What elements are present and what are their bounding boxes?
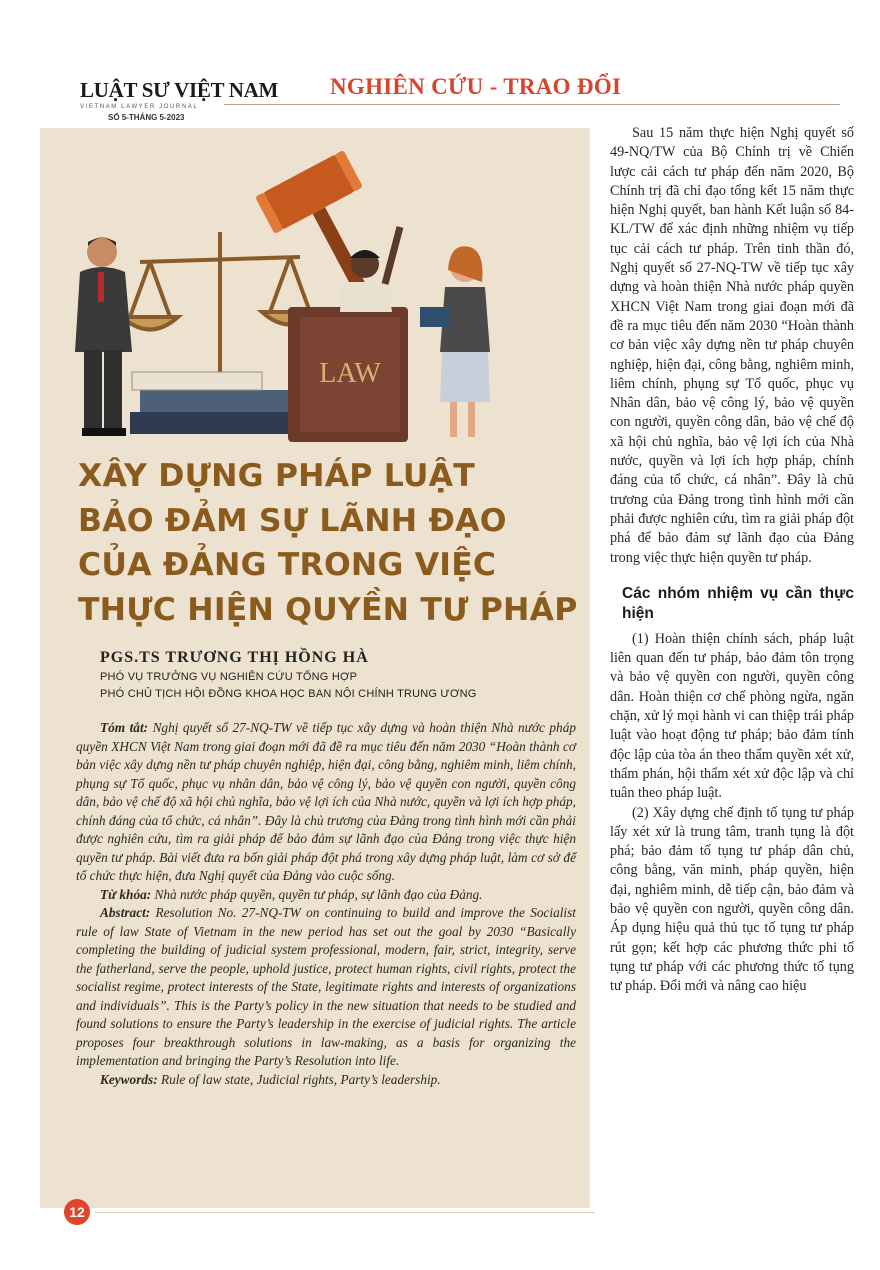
summary-paragraph [76, 719, 576, 886]
author-affiliation-2: PHÓ CHỦ TỊCH HỘI ĐỒNG KHOA HỌC BAN NỘI CHÍNH TRUNG ƯƠNG [100, 688, 477, 700]
abstract-en-label: Abstract: [100, 905, 151, 920]
woman-figure-icon [420, 246, 490, 437]
keywords-en-paragraph [76, 1071, 576, 1090]
masthead-title: LUẬT SƯ VIỆT NAM [80, 78, 279, 102]
body-column [610, 124, 854, 996]
keywords-vi-text: Nhà nước pháp quyền, quyền tư pháp, sự lãnh đạo của Đảng. [151, 886, 483, 902]
title-line: BẢO ĐẢM SỰ LÃNH ĐẠO [78, 502, 507, 539]
issue-label: SỐ 5-THÁNG 5-2023 [108, 113, 185, 122]
abstract-en-paragraph [76, 904, 576, 1071]
article-title [78, 454, 588, 632]
page-number: 12 [64, 1199, 90, 1225]
summary-text: Nghị quyết số 27-NQ-TW về tiếp tục xây dựng và hoàn thiện Nhà nước pháp quyền XHCN Việt Nam trong giai đoạn mới đã đề ra mục tiêu đến năm 2030 “Hoàn thành cơ bản việc xây dựng nền tư pháp chuyên nghiệp, hiện đại, công bằng, nghiêm minh, liêm chính, phụng sự Tổ quốc, phục vụ nhân dân, bảo vệ công lý, bảo vệ quyền con người, quyền công dân, bảo vệ chế độ xã hội chủ nghĩa, bảo vệ lợi ích của Nhà nước, quyền và lợi ích hợp pháp, chính đáng của tổ chức, cá nhân”. Đây là chủ trương của Đảng trong tình hình mới cần phải được nghiên cứu, tìm ra giải pháp để bảo đảm sự lãnh đạo của Đảng trong việc thực hiện quyền tư pháp. Bài viết đưa ra bốn giải pháp đột phá trong xây dựng pháp luật, làm cơ sở để tổ chức thực hiện, đưa Nghị quyết của Đảng vào cuộc sống. [76, 720, 577, 883]
keywords-vi-paragraph [76, 886, 576, 905]
summary-label: Tóm tắt: [100, 720, 149, 735]
title-line: CỦA ĐẢNG TRONG VIỆC [78, 547, 497, 583]
author-affiliation-1: PHÓ VỤ TRƯỞNG VỤ NGHIÊN CỨU TỔNG HỢP [100, 671, 358, 683]
keywords-en-label: Keywords: [100, 1071, 158, 1087]
man-figure-icon [75, 237, 132, 436]
keywords-en-text: Rule of law state, Judicial rights, Party’s leadership. [157, 1071, 441, 1087]
books-icon [130, 372, 290, 434]
header-divider [224, 104, 840, 105]
section-title: NGHIÊN CỨU - TRAO ĐỔI [330, 74, 622, 99]
section-heading: Các nhóm nhiệm vụ cần thực hiện [622, 584, 854, 622]
masthead [80, 78, 279, 110]
abstract-en-text: Resolution No. 27-NQ-TW on continuing to build and improve the Socialist rule of law State of Vietnam in the new period has set out the goal by 2030 “Basically completing the building of judicial system professional, modern, fair, strict, integrity, serve the fatherland, serve the people, uphold justice, protect human rights, civil rights, protect the socialist regime, protect interests of the State, legitimate rights and interests of organizations and individuals”. This is the Party’s policy in the new situation that needs to be studied and found solutions to ensure the Party’s leadership in the exercise of judicial rights. The article proposes four breakthrough solutions in law-making, as a basis for organizing the implementation and bringing the Party’s Resolution into life. [76, 905, 576, 1068]
body-paragraph: (2) Xây dựng chế định tố tụng tư pháp lấy xét xử là trung tâm, tranh tụng là đột phá; bảo đảm tố tụng tư pháp dân chủ, công bằng, văn minh, pháp quyền, hiện đại, nghiêm minh, dễ tiếp cận, bảo đảm và bảo vệ quyền con người, quyền công dân. Áp dụng hiệu quả thủ tục tố tụng tư pháp rút gọn; kết hợp các phương thức phi tố tụng tư pháp với các phương thức tố tụng tư pháp. Đổi mới và nâng cao hiệu [610, 804, 854, 995]
keywords-vi-label: Từ khóa: [100, 886, 152, 902]
title-line: XÂY DỰNG PHÁP LUẬT [78, 458, 475, 494]
masthead-subtitle: VIETNAM LAWYER JOURNAL [80, 104, 199, 110]
author-name: PGS.TS TRƯƠNG THỊ HỒNG HÀ [100, 649, 369, 666]
abstract-block [76, 719, 576, 1089]
law-book-icon [288, 307, 408, 442]
footer-divider [95, 1212, 595, 1213]
title-line: THỰC HIỆN QUYỀN TƯ PHÁP [78, 591, 578, 628]
intro-paragraph: Sau 15 năm thực hiện Nghị quyết số 49-NQ/TW của Bộ Chính trị về Chiến lược cải cách tư pháp đến năm 2020, Bộ Chính trị đã chỉ đạo tổng kết 15 năm thực hiện Nghị quyết, ban hành Kết luận số 84-KL/TW để xác định những nhiệm vụ tiếp tục cải cách tư pháp. Trên tinh thần đó, Nghị quyết số 27-NQ-TW về tiếp tục xây dựng và hoàn thiện Nhà nước pháp quyền XHCN Việt Nam trong giai đoạn mới đã đề ra mục tiêu đến năm 2030 “Hoàn thành cơ bản việc xây dựng nền tư pháp chuyên nghiệp, hiện đại, công bằng, nghiêm minh, liêm chính, phụng sự Tổ quốc, phục vụ Nhân dân, bảo vệ công lý, bảo vệ quyền con người, quyền công dân, bảo vệ chế độ xã hội chủ nghĩa, bảo vệ lợi ích của Nhà nước, quyền và lợi ích hợp pháp, chính đáng của tổ chức, cá nhân”. Đây là chủ trương của Đảng trong tình hình mới cần phải được nghiên cứu, tìm ra giải pháp đột phá để bảo đảm sự lãnh đạo của Đảng trong việc thực hiện quyền tư pháp. [610, 125, 854, 566]
justice-illustration [70, 142, 590, 452]
body-paragraph: (1) Hoàn thiện chính sách, pháp luật liên quan đến tư pháp, bảo đảm tôn trọng và bảo vệ quyền con người, quyền công dân. Hoàn thiện cơ chế phòng ngừa, ngăn chặn, xử lý mọi hành vi can thiệp trái pháp luật vào hoạt động tư pháp; bảo đảm tính độc lập của tòa án theo thẩm quyền xét xử, thẩm phán, hội thẩm xét xử độc lập và chỉ tuân theo pháp luật. [610, 630, 854, 802]
svg-text:LAW: LAW [319, 358, 381, 389]
